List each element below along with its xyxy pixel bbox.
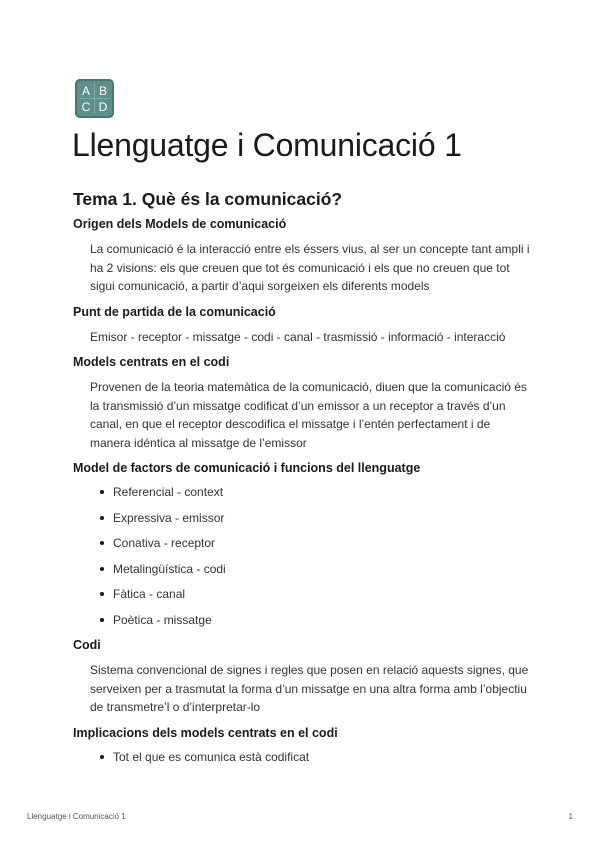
- list-item: Metalingüística - codi: [113, 561, 533, 577]
- list-item: Tot el que es comunica està codificat: [113, 749, 533, 765]
- list-item: Fàtica - canal: [113, 586, 533, 602]
- subsection-heading-factors: Model de factors de comunicació i funcions del llenguatge: [73, 461, 421, 475]
- logo-letter-a: A: [81, 84, 91, 98]
- abcd-blocks-icon: [75, 79, 114, 118]
- paragraph-codi: Sistema convencional de signes i regles que posen en relació aquests signes, que serveixen per a trasmutat la forma d’un missatge en una altra forma amb l’objectiu de transmetre’l o d’interpretar-lo: [90, 663, 529, 714]
- list-item: Poètica - missatge: [113, 612, 533, 628]
- subsection-heading-codi: Codi: [73, 638, 101, 652]
- section-heading: Tema 1. Què és la comunicació?: [73, 189, 343, 209]
- paragraph-origen: La comunicació é la interacció entre els éssers vius, al ser un concepte tant ampli i ha 2 visions: els que creuen que tot és comunicació i els que no creuen que tot sigui comunicació, a partir d’aqui sorgeixen els diferents models: [90, 242, 530, 293]
- paragraph-punt-de-partida: Emisor - receptor - missatge - codi - canal - trasmissió - informació - interacció: [90, 329, 506, 344]
- subsection-heading-models-codi: Models centrats en el codi: [73, 355, 230, 369]
- list-item: Conativa - receptor: [113, 535, 533, 551]
- list-item: Referencial - context: [113, 484, 533, 500]
- list-item: Expressiva - emissor: [113, 510, 533, 526]
- logo-letter-c: C: [81, 100, 91, 114]
- page-title: Llenguatge i Comunicació 1: [72, 127, 462, 163]
- page-number: 1: [568, 812, 573, 821]
- logo-letter-d: D: [98, 100, 108, 114]
- document-body: [73, 188, 533, 774]
- factors-list: [73, 484, 533, 628]
- subsection-heading-implicacions: Implicacions dels models centrats en el codi: [73, 725, 338, 740]
- footer-title: Llenguatge i Comunicació 1: [27, 812, 126, 821]
- paragraph-models-codi: Provenen de la teoria matemàtica de la comunicació, diuen que la comunicació és la transmissió d’un missatge codificat d’un emissor a un receptor a través d’un canal, en que el receptor descodifica el missatge i l’entén perfectament i de manera idéntica al missatge de l’emissor: [90, 380, 527, 450]
- logo-letter-b: B: [98, 84, 108, 98]
- implicacions-list: [73, 749, 533, 765]
- subsection-heading-origen: Origen dels Models de comunicació: [73, 217, 287, 231]
- subsection-heading-punt-de-partida: Punt de partida de la comunicació: [73, 304, 276, 319]
